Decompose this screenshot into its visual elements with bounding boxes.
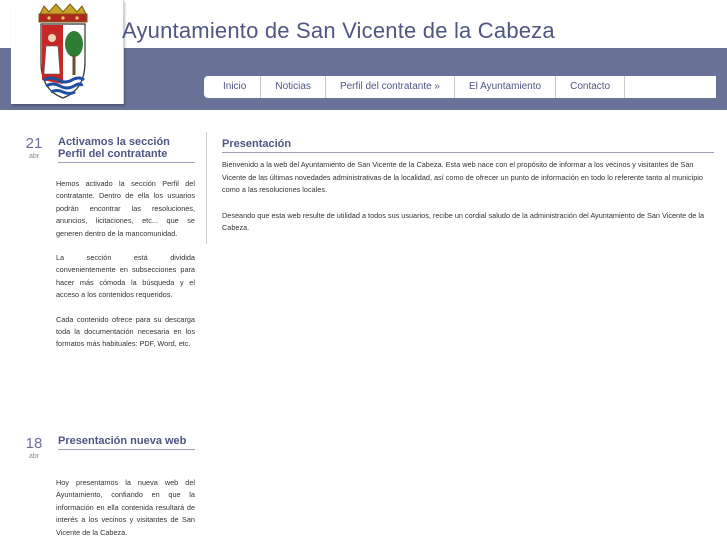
nav-item-el-ayuntamiento[interactable]: El Ayuntamiento	[455, 76, 556, 98]
post-body	[56, 477, 195, 551]
nav-item-noticias[interactable]: Noticias	[261, 76, 326, 98]
coat-of-arms-logo[interactable]	[11, 0, 124, 104]
post-paragraph: Cada contenido ofrece para su descarga toda la documentación necesaria en los formatos más habituales: PDF, Word, etc.	[56, 314, 195, 349]
main-paragraph: Deseando que esta web resulte de utilidad a todos sus usuarios, recibe un cordial saludo de la administración del Ayuntamiento de San Vicente de la Cabeza.	[222, 210, 705, 233]
page-title: Presentación	[222, 138, 714, 153]
main-nav	[204, 76, 716, 98]
main-paragraph: Bienvenido a la web del Ayuntamiento de San Vicente de la Cabeza. Esta web nace con el propósito de informar a los vecinos y visitantes de San Vicente de las últimas novedades administrativas de la localidad, así como de ofrecer un punto de información en todo lo referente tanto al municipio como a las resoluciones locales.	[222, 160, 703, 195]
main-content	[222, 138, 714, 248]
post-date	[20, 136, 48, 162]
post-day: 21	[25, 135, 43, 152]
nav-item-perfil-contratante[interactable]: Perfil del contratante »	[326, 76, 455, 98]
nav-item-contacto[interactable]: Contacto	[556, 76, 625, 98]
main-body	[222, 159, 714, 235]
post-day: 18	[25, 435, 43, 452]
column-divider	[206, 132, 207, 244]
post-title-link[interactable]: Activamos la sección Perfil del contratante	[58, 136, 195, 163]
post-title-link[interactable]: Presentación nueva web	[58, 435, 195, 450]
post-paragraph: Hemos activado la sección Perfil del contratante. Dentro de ella los usuarios podrán encontrar las resoluciones, anuncios, licitaciones, etc... que se generen dentro de la mancomunidad.	[56, 179, 195, 238]
post-month: abr	[28, 453, 40, 460]
nav-item-inicio[interactable]: Inicio	[204, 76, 261, 98]
post-body	[56, 178, 195, 363]
post-paragraph: La sección está dividida convenientemente en subsecciones para hacer más cómoda la búsqueda y el acceso a los contenidos requeridos.	[56, 253, 195, 300]
post-date	[20, 436, 48, 462]
post-paragraph: Hoy presentamos la nueva web del Ayuntamiento, confiando en que la información en ella contenida resultará de interés a los vecinos y visitantes de San Vicente de la Cabeza.	[56, 478, 195, 537]
coat-of-arms-icon	[11, 0, 123, 104]
site-title[interactable]: Ayuntamiento de San Vicente de la Cabeza	[122, 18, 555, 43]
post-month: abr	[28, 153, 40, 160]
site-header	[0, 0, 727, 110]
